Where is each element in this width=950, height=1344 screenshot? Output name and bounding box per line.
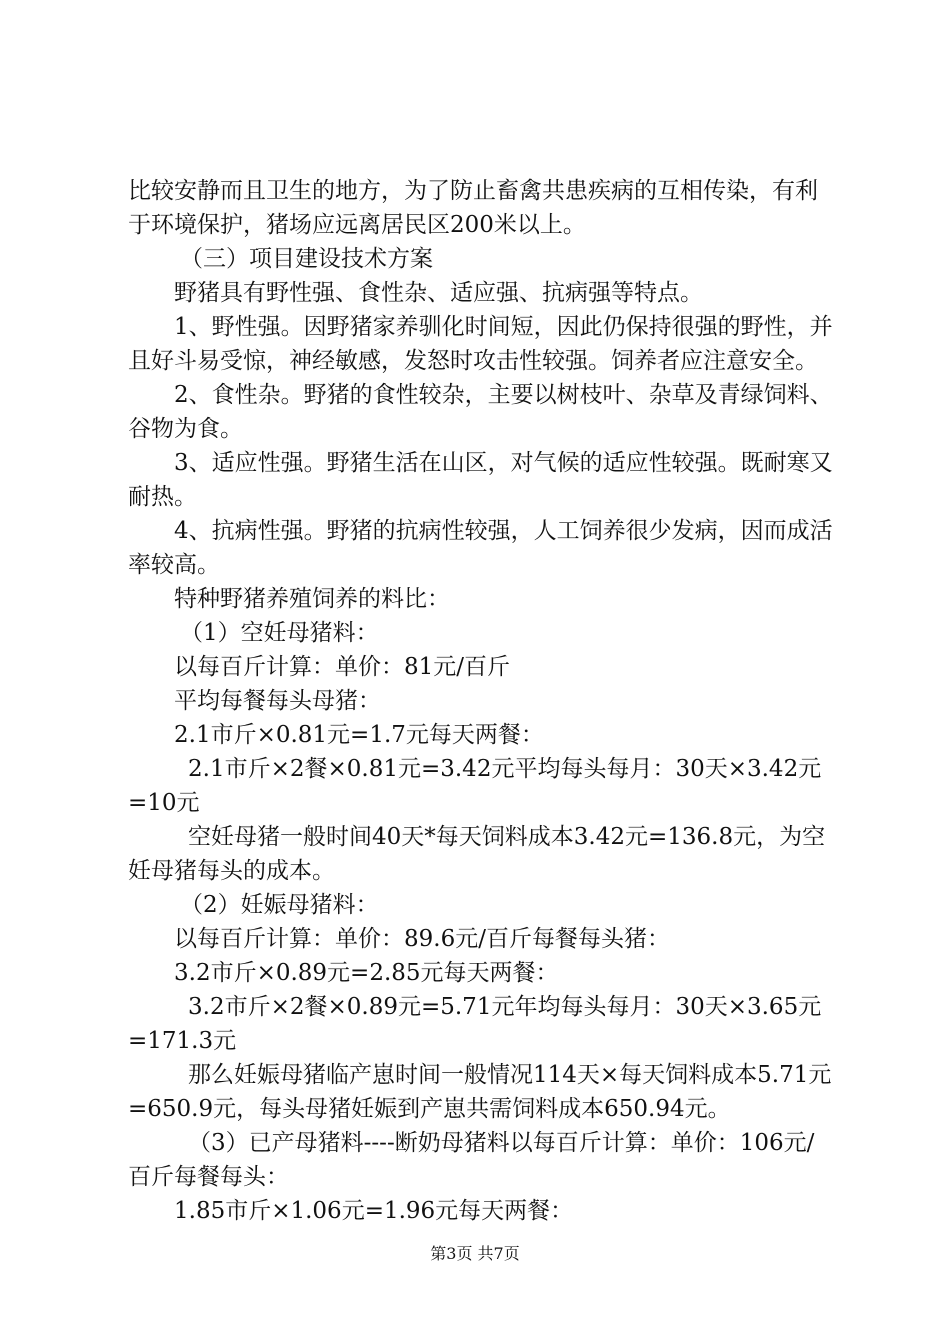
paragraph-cost-2: 那么妊娠母猪临产崽时间一般情况114天×每天饲料成本5.71元=650.9元，每头母猪妊娠到产崽共需饲料成本650.94元。 bbox=[128, 1062, 832, 1122]
paragraph-1: 比较安静而且卫生的地方，为了防止畜禽共患疾病的互相传染，有利于环境保护，猪场应远离居民区200米以上。 bbox=[128, 178, 818, 238]
subheading-2: （2）妊娠母猪料： bbox=[180, 892, 379, 918]
paragraph-trait-1: 1、野性强。因野猪家养驯化时间短，因此仍保持很强的野性，并且好斗易受惊，神经敏感，发怒时攻击性较强。饲养者应注意安全。 bbox=[128, 314, 833, 374]
paragraph-calc-1b: 2.1市斤×2餐×0.81元=3.42元平均每头每月：30天×3.42元=10元 bbox=[128, 756, 822, 816]
paragraph-calc-2b: 3.2市斤×2餐×0.89元=5.71元年均每头每月：30天×3.65元=171.3元 bbox=[128, 994, 822, 1054]
paragraph-trait-2: 2、食性杂。野猪的食性较杂，主要以树枝叶、杂草及青绿饲料、谷物为食。 bbox=[128, 382, 833, 442]
paragraph-intro: 野猪具有野性强、食性杂、适应强、抗病强等特点。 bbox=[174, 280, 703, 306]
subheading-3: （3）已产母猪料----断奶母猪料以每百斤计算：单价：106元/百斤每餐每头： bbox=[128, 1130, 815, 1190]
paragraph-calc-3a: 1.85市斤×1.06元=1.96元每天两餐： bbox=[174, 1198, 574, 1224]
paragraph-feed-ratio: 特种野猪养殖饲养的料比： bbox=[174, 586, 450, 612]
paragraph-cost-1: 空妊母猪一般时间40天*每天饲料成本3.42元=136.8元，为空妊母猪每头的成本。 bbox=[128, 824, 826, 884]
page-footer: 第3页 共7页 bbox=[430, 1244, 520, 1263]
paragraph-trait-3: 3、适应性强。野猪生活在山区，对气候的适应性较强。既耐寒又耐热。 bbox=[128, 450, 833, 510]
section-heading-3: （三）项目建设技术方案 bbox=[180, 246, 433, 272]
paragraph-price-1: 以每百斤计算：单价：81元/百斤 bbox=[174, 654, 511, 680]
paragraph-calc-1a: 2.1市斤×0.81元=1.7元每天两餐： bbox=[174, 722, 544, 748]
paragraph-price-2: 以每百斤计算：单价：89.6元/百斤每餐每头猪： bbox=[174, 926, 670, 952]
paragraph-calc-2a: 3.2市斤×0.89元=2.85元每天两餐： bbox=[174, 960, 559, 986]
document-body bbox=[128, 174, 834, 1228]
paragraph-average-1: 平均每餐每头母猪： bbox=[174, 688, 381, 714]
subheading-1: （1）空妊母猪料： bbox=[180, 620, 379, 646]
paragraph-trait-4: 4、抗病性强。野猪的抗病性较强，人工饲养很少发病，因而成活率较高。 bbox=[128, 518, 833, 578]
